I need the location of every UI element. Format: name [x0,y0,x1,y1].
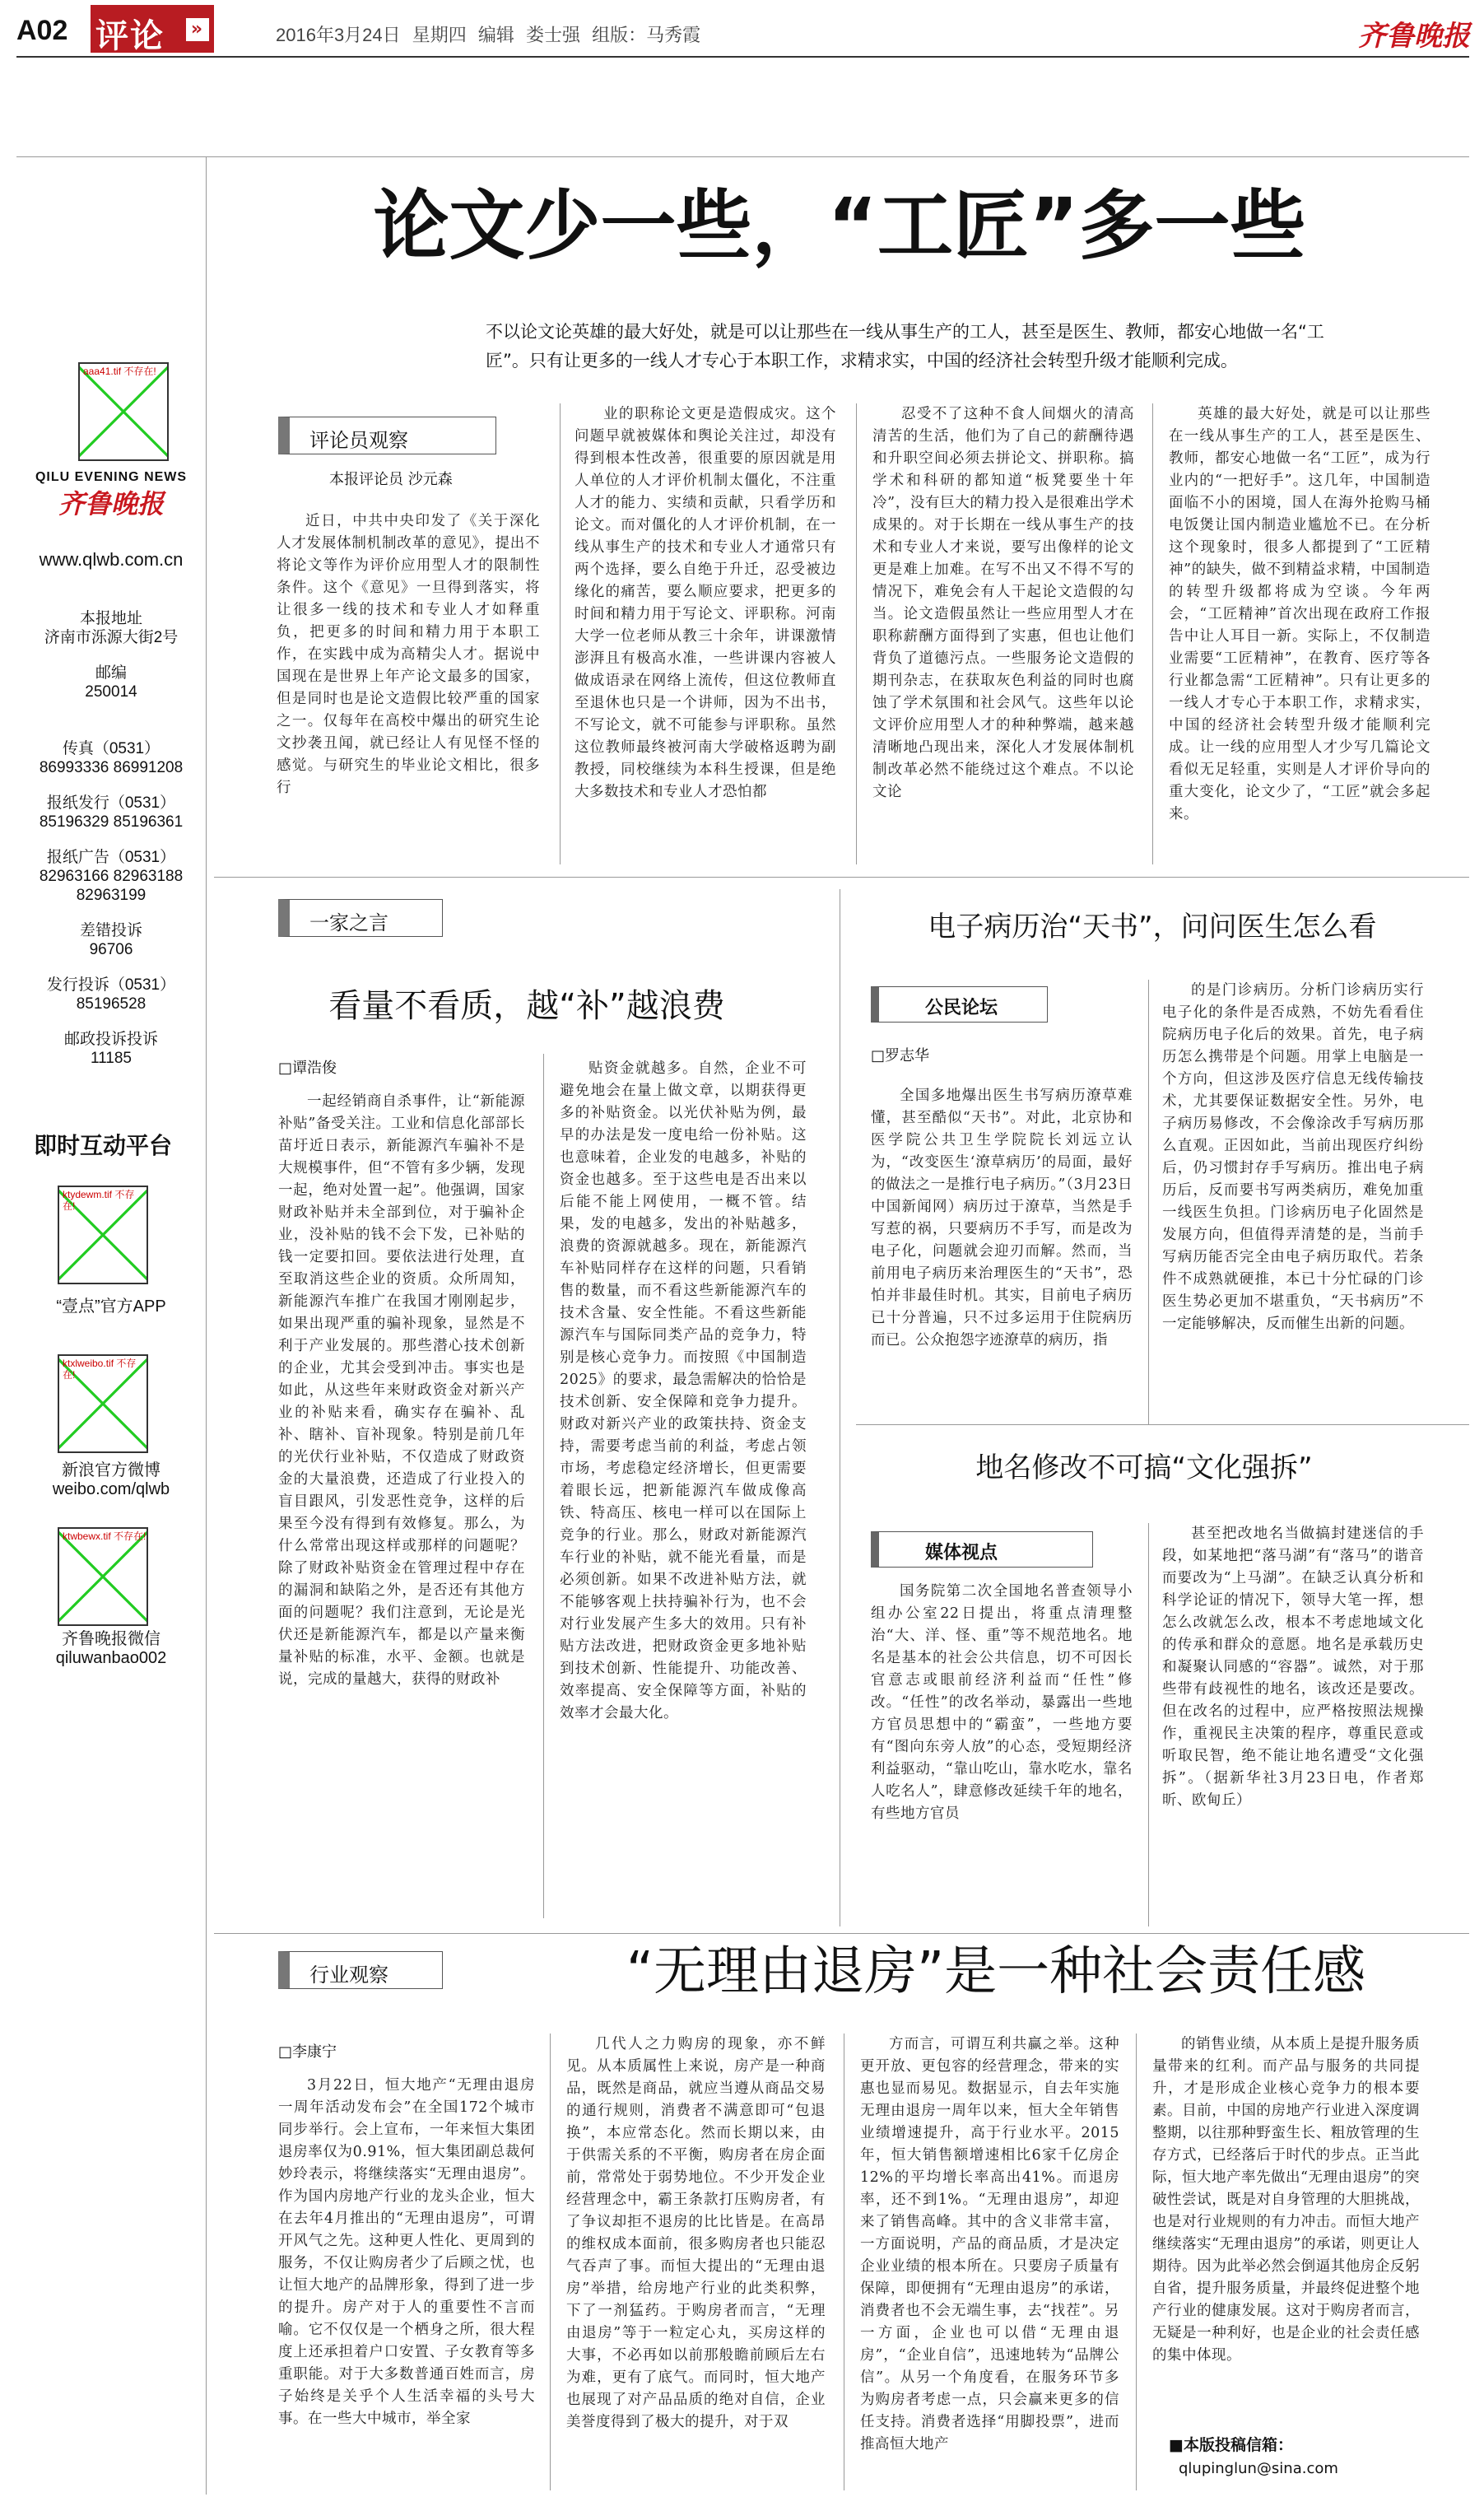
media-view-tag: 媒体视点 [871,1531,1093,1568]
weibo-handle: weibo.com/qlwb [52,1480,170,1498]
article-rule [856,1424,1469,1425]
issue-date: 2016年3月24日 星期四 [276,25,467,45]
submit-label: ■本版投稿信箱： [1169,2436,1293,2454]
paper-logo-image: aaa41.tif 不存在! [78,362,169,461]
article3-headline: 电子病历治“天书”，问问医生怎么看 [928,911,1377,943]
address: 济南市泺源大街2号 [44,629,179,646]
article5-column-1: 3月22日，恒大地产“无理由退房一周年活动发布会”在全国172个城市同步举行。会上宣布，一年来恒大集团退房率仅为0.91%，恒大集团副总裁何妙玲表示，将继续落实“无理由退房”。作为国内房地产行业的龙头企业，恒大在去年4月推出的“无理由退房”，可谓开风气之先。这种更人性化、更周到的服务，不仅让购房者少了后顾之忧，也让恒大地产的品牌形象，得到了进一步的提升。房产对于人的重要性不言而喻。它不仅仅是一个栖身之所，很大程度上还承担着户口安置、子女教育等多重职能。对于大多数普通百姓而言，房子始终是关乎个人生活幸福的头号大事。在一些大中城市，举全家 [278,2077,535,2427]
main-column-2: 业的职称论文更是造假成灾。这个问题早就被媒体和舆论关注过，却没有得到根本性改善，很重要的原因就是用人单位的人才评价机制太僵化，不注重人才的能力、实绩和贡献，只看学历和论文。而对僵化的人才评价机制，在一线从事生产的技术和专业人才通常只有两个选择，要么自绝于升迁，忍受被边缘化的痛苦，要么顺应要求，把更多的时间和精力用于写论文、评职称。河南大学一位老师从教三十余年，讲课激情澎湃且有极高水准，一些讲课内容被人做成语录在网络上流传，但这位教师直至退休也只是一个讲师，因为不出书，不写论文，就不可能参与评职称。虽然这位教师最终被河南大学破格返聘为副教授，同校继续为本科生授课，但是绝大多数技术和专业人才恐怕都 [575,406,836,800]
distribution-label: 报纸发行（0531） [46,794,176,812]
industry-tag: 行业观察 [278,1951,443,1989]
article2-headline: 看量不看质，越“补”越浪费 [328,987,725,1025]
main-lead: 不以论文论英雄的最大好处，就是可以让那些在一线从事生产的工人，甚至是医生、教师，都安心地做一名“工匠”。只有让更多的一线人才专心于本职工作，求精求实，中国的经济社会转型升级才能顺利完成。 [486,322,1324,370]
error-report-label: 差错投诉 [79,922,142,939]
wechat-qr-code[interactable]: ktwbewx.tif 不存在! [58,1527,148,1626]
postal-complaint-phone: 11185 [90,1050,132,1067]
column-divider [560,403,561,864]
section-title: 评论 [95,17,165,55]
section-badge [91,5,214,53]
header-rule [16,56,1469,58]
article5-column-3: 方而言，可谓互利共赢之举。这种更开放、更包容的经营理念，带来的实惠也显而易见。数据显示，自去年实施无理由退房一周年以来，恒大全年销售业绩增速提升，高于行业水平。2015年，恒大销售额增速相比6家千亿房企12%的平均增长率高出41%。而退房率，还不到1%。“无理由退房”，却迎来了销售高峰。其中的含义非常丰富，一方面说明，产品的商品质，才是决定企业业绩的根本所在。只要房子质量有保障，即便拥有“无理由退房”的承诺，消费者也不会无端生事，去“找茬”。另一方面，企业也可以借“无理由退房”，“企业自信”，迅速地转为“品牌公信”。从另一个角度看，在服务环节多为购房者考虑一点，只会赢来更多的信任支持。消费者选择“用脚投票”，进而推高恒大地产 [860,2036,1119,2453]
article4-column-2: 甚至把改地名当做搞封建迷信的手段，如某地把“落马湖”有“落马”的谐音而要改为“上马湖”。在缺乏认真分析和科学论证的情况下，领导大笔一挥，想怎么改就怎么改，根本不考虑地域文化的传承和群众的意愿。地名是承载历史和凝聚认同感的“容器”。诚然，对于那些带有歧视性的地名，该改还是要改。但在改名的过程中，应严格按照法规操作，重视民主决策的程序，尊重民意或听取民智，绝不能让地名遭受“文化强拆”。（据新华社3月23日电，作者郑昕、欧甸丘） [1162,1526,1424,1809]
main-column-3: 忍受不了这种不食人间烟火的清高清苦的生活，他们为了自己的薪酬待遇和升职空间必须去拼论文、拼职称。搞学术和科研的都知道“板凳要坐十年冷”，没有巨大的精力投入是很难出学术成果的。对于长期在一线从事生产的技术和专业人才来说，要写出像样的论文更是难上加难。在写不出又不得不写的情况下，难免会有人干起论文造假的勾当。论文造假虽然让一些应用型人才在职称薪酬方面得到了实惠，但也让他们背负了道德污点。一些服务论文造假的期刊杂志，在获取灰色利益的同时也腐蚀了学术氛围和社会风气。这些年以论文评价应用型人才的种种弊端，越来越清晰地凸现出来，深化人才发展体制机制改革必然不能绕过这个难点。不以论文论 [872,406,1134,800]
website-link[interactable]: www.qlwb.com.cn [39,549,184,570]
ad-phone-2: 82963199 [76,887,147,904]
delivery-complaint-label: 发行投诉（0531） [46,976,176,994]
main-byline: 本报评论员 沙元森 [329,471,453,488]
zip: 250014 [85,683,137,701]
article4-column-1: 国务院第二次全国地名普查领导小组办公室22日提出，将重点清理整治“大、洋、怪、重”等不规范地名。地名是基本的社会公共信息，切不可因长官意志或眼前经济利益而“任性”修改。“任性”的改名举动，暴露出一些地方官员思想中的“霸蛮”，一些地方要有“图向东旁人放”的心态，受短期经济利益驱动，“靠山吃山，靠水吃水，靠名人吃名人”，肆意修改延续千年的地名，有些地方官员 [871,1583,1133,1822]
postal-complaint-label: 邮政投诉投诉 [63,1031,158,1048]
section-tag: 评论员观察 [278,417,496,454]
column-divider [856,403,857,864]
main-column-4: 英雄的最大好处，就是可以让那些在一线从事生产的工人，甚至是医生、教师，都安心地做一名“工匠”，成为行业内的“一把好手”。这几年，中国制造面临不小的困境，国人在海外抢购马桶电饭煲让国内制造业尴尬不已。在分析这个现象时，很多人都提到了“工匠精神”的缺失，做不到精益求精，中国制造的转型升级都将成为空谈。今年两会，“工匠精神”首次出现在政府工作报告中让人耳目一新。实际上，不仅制造业需要“工匠精神”，在教育、医疗等各行业都急需“工匠精神”。只有让更多的一线人才专心于本职工作，求精求实，中国的经济社会转型升级才能顺利完成。让一线的应用型人才少写几篇论文看似无足轻重，实则是人才评价导向的重大变化，论文少了，“工匠”就会多起来。 [1169,406,1431,822]
platform-heading: 即时互动平台 [33,1133,172,1158]
article5-headline: “无理由退房”是一种社会责任感 [626,1941,1366,2002]
submit-email[interactable]: qlupinglun@sina.com [1179,2460,1338,2477]
article2-column-2: 贴资金就越多。自然，企业不可避免地会在量上做文章，以期获得更多的补贴资金。以光伏补贴为例，最早的办法是发一度电给一份补贴。这也意味着，企业发的电越多，补贴的资金也越多。至于这些电是否出来以后能不能上网使用，一概不管。结果，发的电越多，发出的补贴越多，浪费的资源就越多。现在，新能源汽车补贴同样存在这样的问题，只看销售的数量，而不看这些新能源汽车的技术含量、安全性能。不看这些新能源汽车与国际同类产品的竞争力，特别是核心竞争力。而按照《中国制造2025》的要求，最急需解决的恰恰是技术创新、安全保障和竞争力提升。财政对新兴产业的政策扶持、资金支持，需要考虑当前的利益，考虑占领市场，考虑稳定经济增长，但更需要着眼长远，把新能源汽车做成像高铁、特高压、核电一样可以在国际上竞争的行业。那么，财政对新能源汽车行业的补贴，就不能光看量，而是必须创新。如果不改进补贴方法，就不能够客观上扶持骗补行为，也不会对行业发展产生多大的效用。只有补贴方法改进，把财政资金更多地补贴到技术创新、性能提升、功能改善、效率提高、安全保障等方面，补贴的效率才会最大化。 [560,1060,807,1721]
ad-label: 报纸广告（0531） [46,849,176,866]
main-headline: 论文少一些，“工匠”多一些 [373,182,1306,270]
app-qr-label: “壹点”官方APP [56,1297,166,1316]
section-rule [214,877,1469,878]
wechat-label: 齐鲁晚报微信 [62,1630,160,1648]
layout-credit: 组版：马秀霞 [592,25,701,45]
weibo-label: 新浪官方微博 [62,1461,160,1479]
delivery-complaint-phone: 85196528 [76,995,147,1013]
column-divider [1152,403,1153,864]
page-header [0,0,1484,58]
chevron-right-icon: » [186,18,209,41]
column-divider [1148,980,1149,1424]
article2-byline: □谭浩俊 [278,1060,337,1077]
column-divider [1148,1523,1149,1926]
sidebar-divider [206,156,207,2495]
fax-label: 传真（0531） [62,740,160,757]
app-qr-code[interactable]: ktydewm.tif 不存在! [58,1186,148,1284]
main-column-1: 近日，中共中央印发了《关于深化人才发展体制机制改革的意见》，提出不将论文等作为评价应用型人才的限制性条件。这个《意见》一旦得到落实，将让很多一线的技术和专业人才如释重负，把更多的时间和精力用于本职工作，在实践中成为高精尖人才。据说中国现在是世界上年产论文最多的国家，但是同时也是论文造假比较严重的国家之一。仅每年在高校中爆出的研究生论文抄袭丑闻，就已经让人有见怪不怪的感觉。与研究生的毕业论文相比，很多行 [277,513,540,796]
distribution-phone: 85196329 85196361 [39,813,184,831]
address-label: 本报地址 [79,610,142,627]
column-divider [543,1054,544,1918]
column-divider [550,2033,551,2490]
article5-byline: □李康宁 [278,2043,337,2061]
brand-logo: 齐鲁晚报 [1358,20,1470,53]
article2-column-1: 一起经销商自杀事件，让“新能源补贴”备受关注。工业和信息化部部长苗圩近日表示，新能源汽车骗补不是大规模事件，但“不管有多少辆，发现一起，绝对处置一起”。他强调，国家财政补贴并未全部到位，对于骗补企业，没补贴的钱不会下发，已补贴的钱一定要扣回。要依法进行处理，直至取消这些企业的资质。众所周知，新能源汽车推广在我国才刚刚起步，如果出现严重的骗补现象，显然是不利于产业发展的。那些潜心技术创新的企业，尤其会受到冲击。事实也是如此，从这些年来财政资金对新兴产业的补贴来看，确实存在骗补、乱补、瞎补、盲补现象。特别是前几年的光伏行业补贴，不仅造成了财政资金的大量浪费，还造成了行业投入的盲目跟风，引发恶性竞争，这样的后果至今没有得到有效修复。那么，为什么常常出现这样或那样的问题呢？除了财政补贴资金在管理过程中存在的漏洞和缺陷之外，是否还有其他方面的问题呢？我们注意到，无论是光伏还是新能源汽车，都是以产量来衡量补贴的标准，水平、金额。也就是说，完成的量越大，获得的财政补 [278,1093,525,1688]
article3-column-2: 的是门诊病历。分析门诊病历实行电子化的条件是否成熟，不妨先看看住院病历电子化后的效果。首先，电子病历怎么携带是个问题。用掌上电脑是一个方向，但这涉及医疗信息无线传输技术，尤其要保证数据安全性。另外，电子病历易修改，不会像涂改手写病历那么直观。正因如此，当前出现医疗纠纷后，仍习惯封存手写病历。推出电子病历后，反而要书写两类病历，难免加重一线医生负担。门诊病历电子化固然是发展方向，但值得弄清楚的是，当前手写病历能否完全由电子病历取代。若条件不成熟就硬推，本已十分忙碌的门诊医生势必更加不堪重负，“天书病历”不一定能够解决，反而催生出新的问题。 [1162,982,1424,1332]
wechat-handle: qiluwanbao002 [55,1649,167,1667]
fax: 86993336 86991208 [39,759,184,776]
article4-headline: 地名修改不可搞“文化强拆” [975,1451,1313,1484]
top-rule [16,156,1469,157]
article5-column-4: 的销售业绩，从本质上是提升服务质量带来的红利。而产品与服务的共同提升，才是形成企业核心竞争力的根本要素。目前，中国的房地产行业进入深度调整期，以往那种野蛮生长、粗放管理的生存方式，已经落后于时代的步点。正当此际，恒大地产率先做出“无理由退房”的突破性尝试，既是对自身管理的大胆挑战，也是对行业规则的有力冲击。而恒大地产继续落实“无理由退房”的承诺，则更让人期待。因为此举必然会倒逼其他房企反躬自省，提升服务质量，并最终促进整个地产行业的健康发展。这对于购房者而言，无疑是一种利好，也是企业的社会责任感的集中体现。 [1152,2036,1420,2364]
ad-phone-1: 82963166 82963188 [39,868,184,885]
column-divider [1136,2033,1137,2490]
article3-column-1: 全国多地爆出医生书写病历潦草难懂，甚至酷似“天书”。对此，北京协和医学院公共卫生学院院长刘远立认为，“改变医生‘潦草病历’的局面，最好的做法之一是推行电子病历。”（3月23日中国新闻网）病历过于潦草，当然是手写惹的祸，只要病历不手写，而是改为电子化，问题就会迎刃而解。然而，当前用电子病历来治理医生的“天书”，恐怕并非最佳时机。其实，目前电子病历已十分普遍，只不过多运用于住院病历而已。公众抱怨字迹潦草的病历，指 [871,1088,1133,1349]
issue-meta [276,21,700,47]
error-report-phone: 96706 [89,941,133,958]
citizen-forum-tag: 公民论坛 [871,986,1048,1023]
article3-byline: □罗志华 [871,1047,930,1064]
opinion-tag: 一家之言 [278,899,443,937]
editor: 编辑 娄士强 [477,25,581,45]
page-number: A02 [16,15,68,46]
paper-name-cn: 齐鲁晚报 [58,488,164,519]
zip-label: 邮编 [95,664,127,682]
article5-column-2: 几代人之力购房的现象，亦不鲜见。从本质属性上来说，房产是一种商品，既然是商品，就应当遵从商品交易的通行规则，消费者不满意即可“包退换”，本应常态化。然而长期以来，由于供需关系的不平衡，购房者在房企面前，常常处于弱势地位。不少开发企业经营理念中，霸王条款打压购房者，有了争议却拒不退房的比比皆是。在高昂的维权成本面前，很多购房者也只能忍气吞声了事。而恒大提出的“无理由退房”举措，给房地产行业的此类积弊，下了一剂猛药。于购房者而言，“无理由退房”等于一粒定心丸，买房这样的大事，不必再如以前那般瞻前顾后左右为难，更有了底气。而同时，恒大地产也展现了对产品品质的绝对自信，企业美誉度得到了极大的提升，对于双 [566,2036,826,2430]
paper-name-en: QILU EVENING NEWS [35,470,188,484]
weibo-qr-code[interactable]: ktxlweibo.tif 不存在! [58,1354,148,1453]
